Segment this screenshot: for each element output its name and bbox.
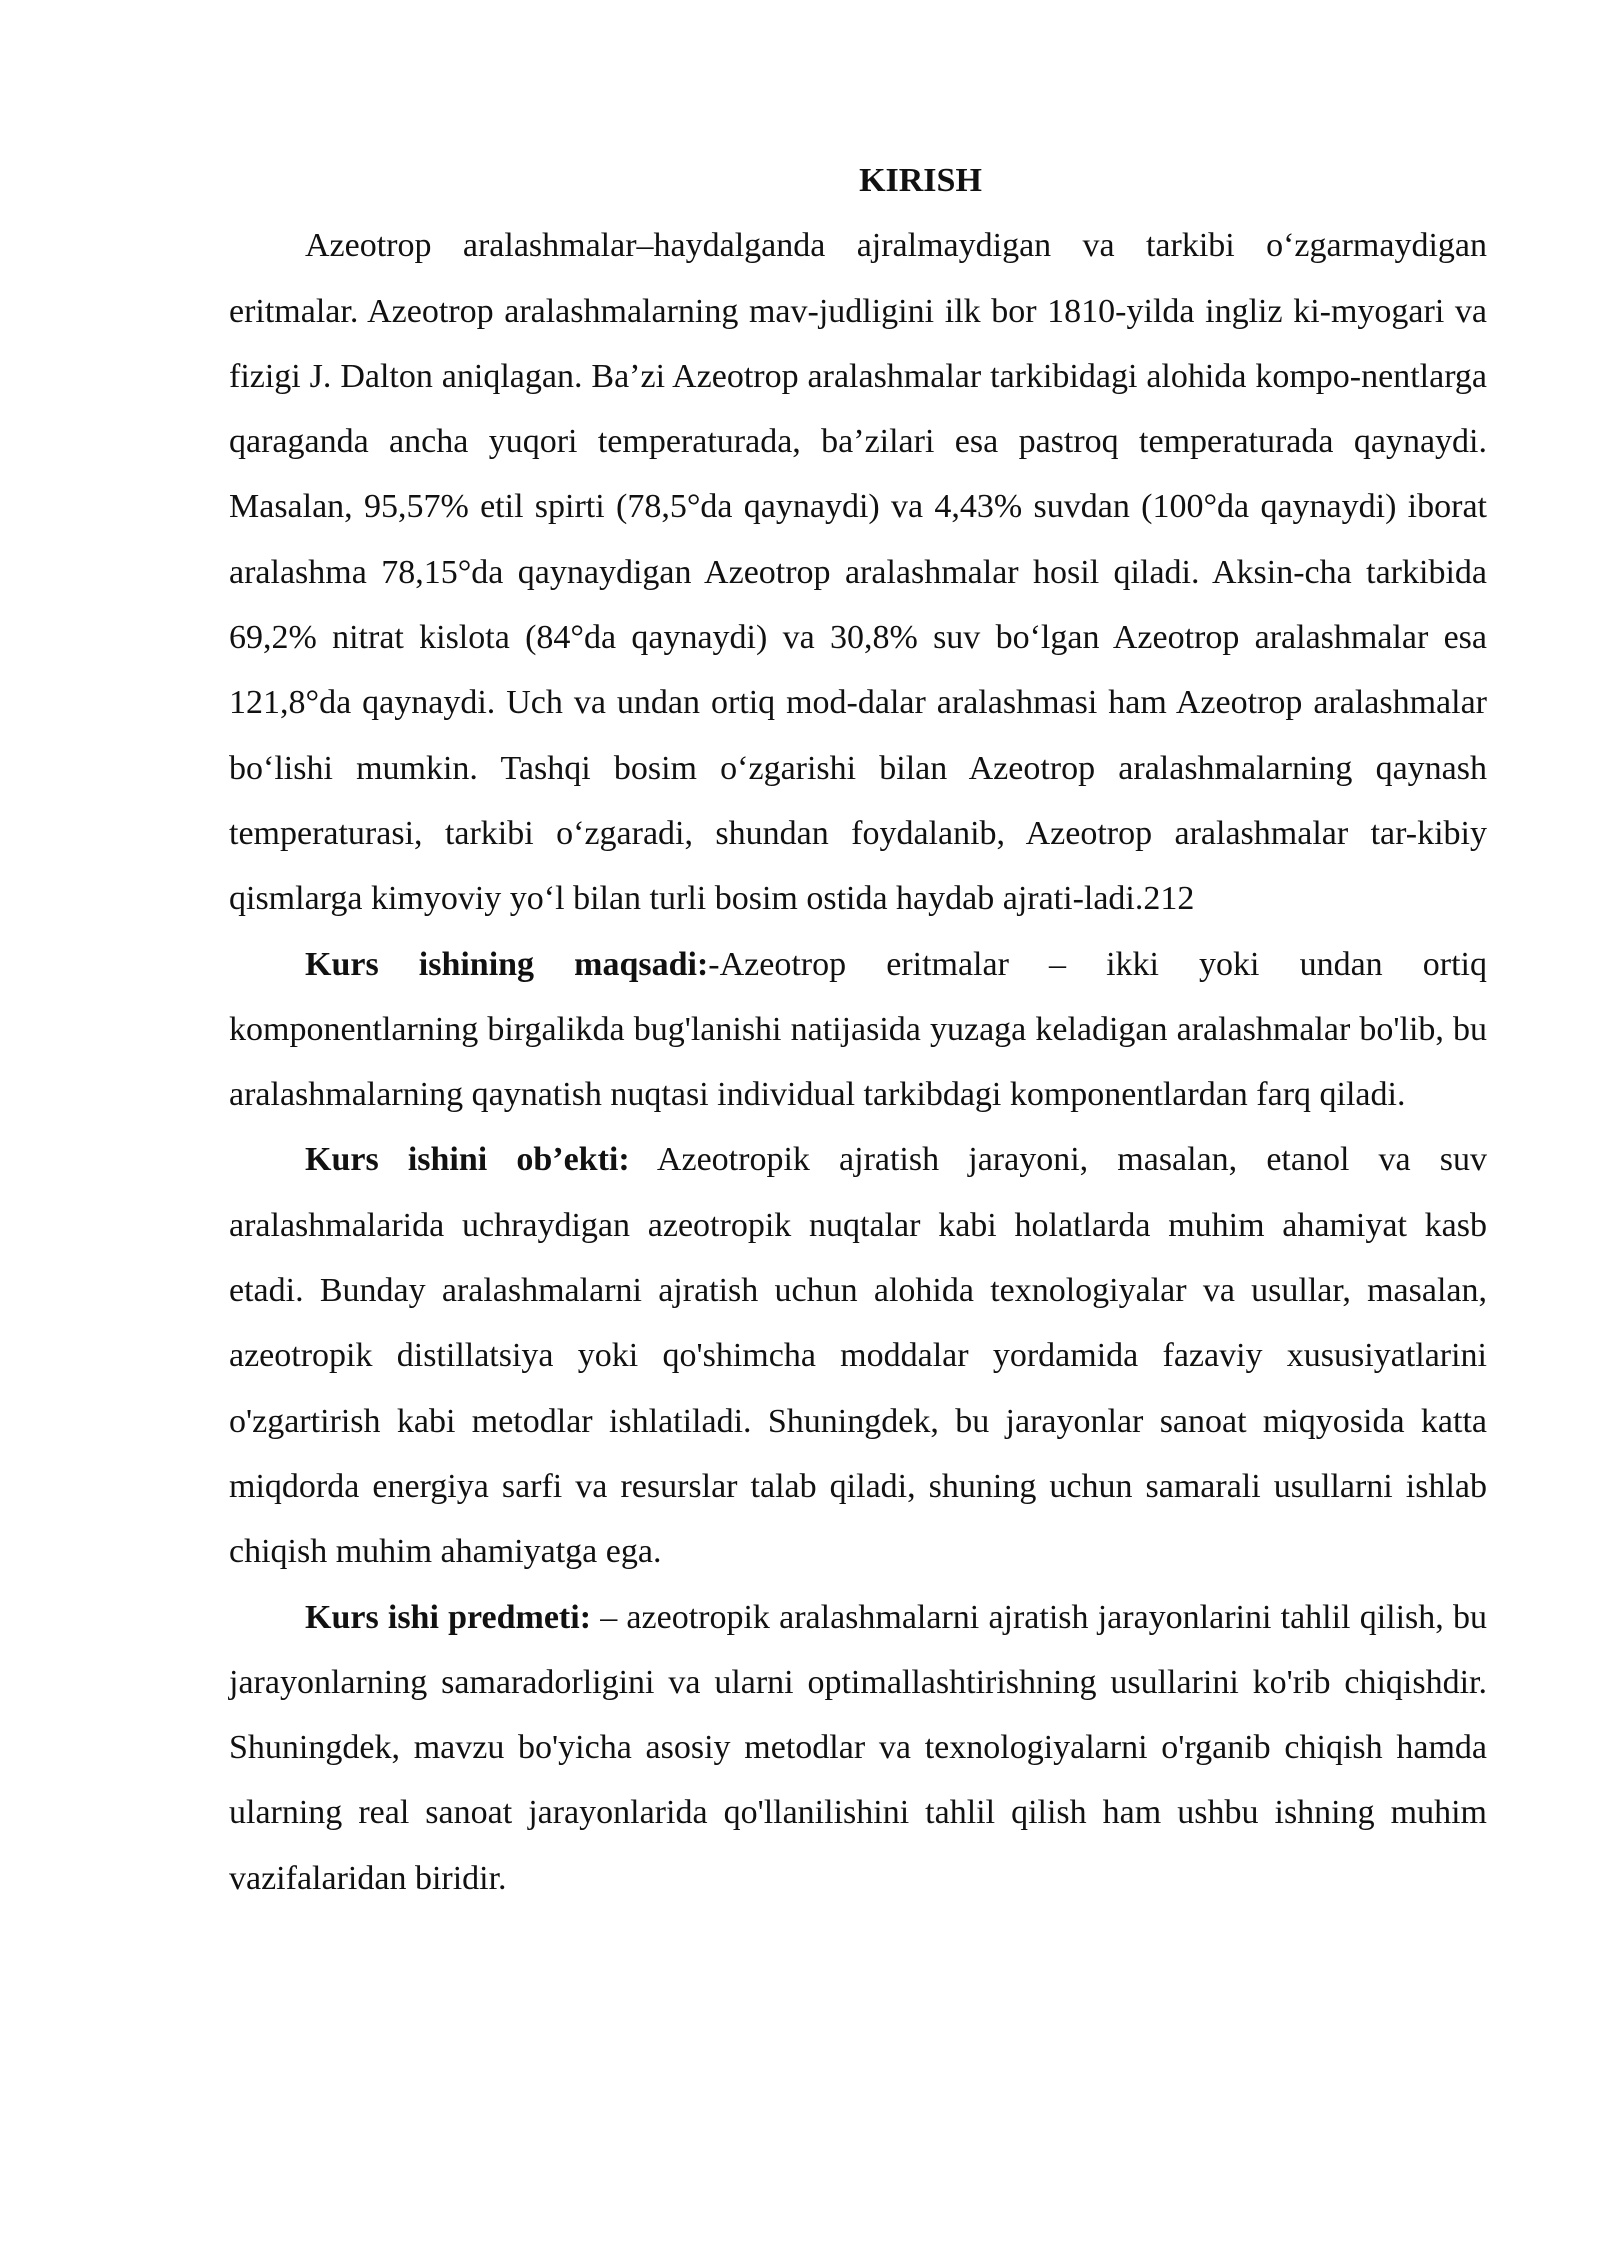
subject-paragraph xyxy=(229,1585,1487,1911)
paragraph-text: Azeotropik ajratish jarayoni, masalan, etanol va suv aralashmalarida uchraydigan azeotropik nuqtalar kabi holatlarda muhim ahamiyat kasb etadi. Bunday aralashmalarni ajratish uchun alohida texnologiyalar va usullar, masalan, azeotropik distillatsiya yoki qo'shimcha moddalar yordamida fazaviy xususiyatlarini o'zgartirish kabi metodlar ishlatiladi. Shuningdek, bu jarayonlar sanoat miqyosida katta miqdorda energiya sarfi va resurslar talab qiladi, shuning uchun samarali usullarni ishlab chiqish muhim ahamiyatga ega. xyxy=(229,1141,1487,1571)
paragraph-lead: Kurs ishi predmeti: xyxy=(305,1598,592,1636)
object-paragraph xyxy=(229,1127,1487,1584)
page-content xyxy=(229,148,1487,1911)
intro-paragraph xyxy=(229,213,1487,931)
goal-paragraph xyxy=(229,932,1487,1128)
paragraph-text: – azeotropik aralashmalarni ajratish jarayonlarini tahlil qilish, bu jarayonlarning samaradorligini va ularni optimallashtirishning usullarini ko'rib chiqishdir. Shuningdek, mavzu bo'yicha asosiy metodlar va texnologiyalarni o'rganib chiqish hamda ularning real sanoat jarayonlarida qo'llanilishini tahlil qilish ham ushbu ishning muhim vazifalaridan biridir. xyxy=(229,1598,1487,1897)
paragraph-text: Azeotrop aralashmalar–haydalganda ajralmaydigan va tarkibi o‘zgarmaydigan eritmalar. Azeotrop aralashmalarning mav-judligini ilk bor 1810-yilda ingliz ki-myogari va fizigi J. Dalton aniqlagan. Ba’zi Azeotrop aralashmalar tarkibidagi alohida kompo-nentlarga qaraganda ancha yuqori temperaturada, ba’zilari esa pastroq temperaturada qaynaydi. Masalan, 95,57% etil spirti (78,5°da qaynaydi) va 4,43% suvdan (100°da qaynaydi) iborat aralashma 78,15°da qaynaydigan Azeotrop aralashmalar hosil qiladi. Aksin-cha tarkibida 69,2% nitrat kislota (84°da qaynaydi) va 30,8% suv bo‘lgan Azeotrop aralashmalar esa 121,8°da qaynaydi. Uch va undan ortiq mod-dalar aralashmasi ham Azeotrop aralashmalar bo‘lishi mumkin. Tashqi bosim o‘zgarishi bilan Azeotrop aralashmalarning qaynash temperaturasi, tarkibi o‘zgaradi, shundan foydalanib, Azeotrop aralashmalar tar-kibiy qismlarga kimyoviy yo‘l bilan turli bosim ostida haydab ajrati-ladi.212 xyxy=(229,227,1487,918)
paragraph-lead: Kurs ishini ob’ekti: xyxy=(305,1141,630,1179)
page-title: KIRISH xyxy=(859,162,982,199)
paragraph-lead: Kurs ishining maqsadi: xyxy=(305,945,709,983)
paragraph-text: -Azeotrop eritmalar – ikki yoki undan ortiq komponentlarning birgalikda bug'lanishi natijasida yuzaga keladigan aralashmalar bo'lib, bu aralashmalarning qaynatish nuqtasi individual tarkibdagi komponentlardan farq qiladi. xyxy=(229,945,1487,1114)
